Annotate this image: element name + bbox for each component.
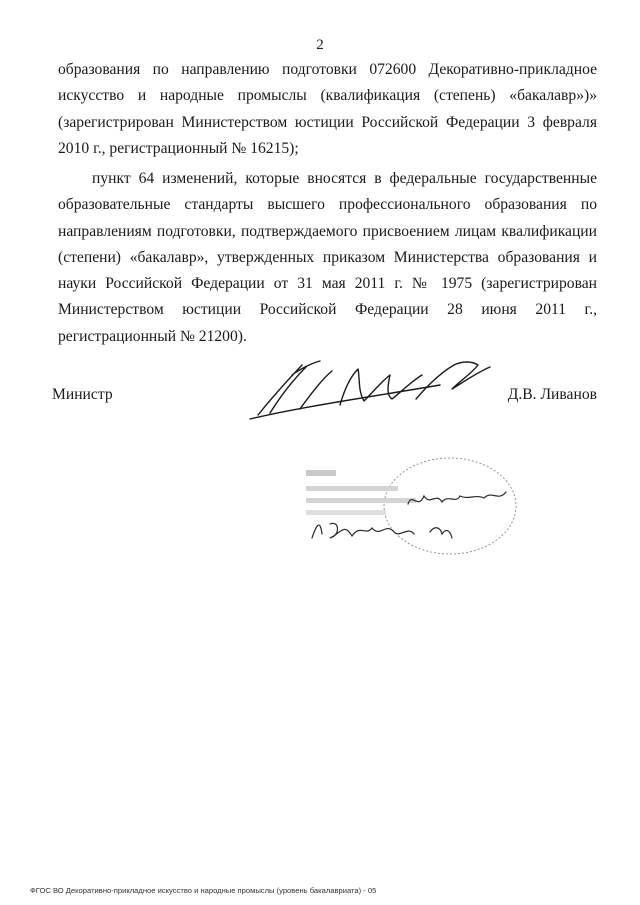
page-number: 2	[316, 37, 324, 53]
paragraph-1: образования по направлению подготовки 072600 Декоративно-прикладное искусство и народные промыслы (квалификация (степень) «бакалавр»)» (зарегистрирован Министерством юстиции Российской Федерации 3 февраля 2010 г., регистрационный № 16215);	[58, 61, 597, 157]
minister-signature	[240, 345, 510, 425]
paragraph-2: пункт 64 изменений, которые вносятся в федеральные государственные образовательные стандарты высшего профессионального образования по направлениям подготовки, подтверждаемого присвоением лицам квалификации (степени) «бакалавр», утвержденных приказом Министерства образования и науки Российской Федерации от 31 мая 2011 г. № 1975 (зарегистрирован Министерством юстиции Российской Федерации 28 июня 2011 г., регистрационный № 21200).	[58, 170, 597, 345]
certification-stamp	[300, 452, 530, 572]
minister-name: Д.В. Ливанов	[507, 386, 597, 403]
footer-text: ФГОС ВО Декоративно-прикладное искусство и народные промыслы (уровень бакалавриата) - 05	[30, 886, 377, 895]
minister-title: Министр	[52, 386, 113, 403]
